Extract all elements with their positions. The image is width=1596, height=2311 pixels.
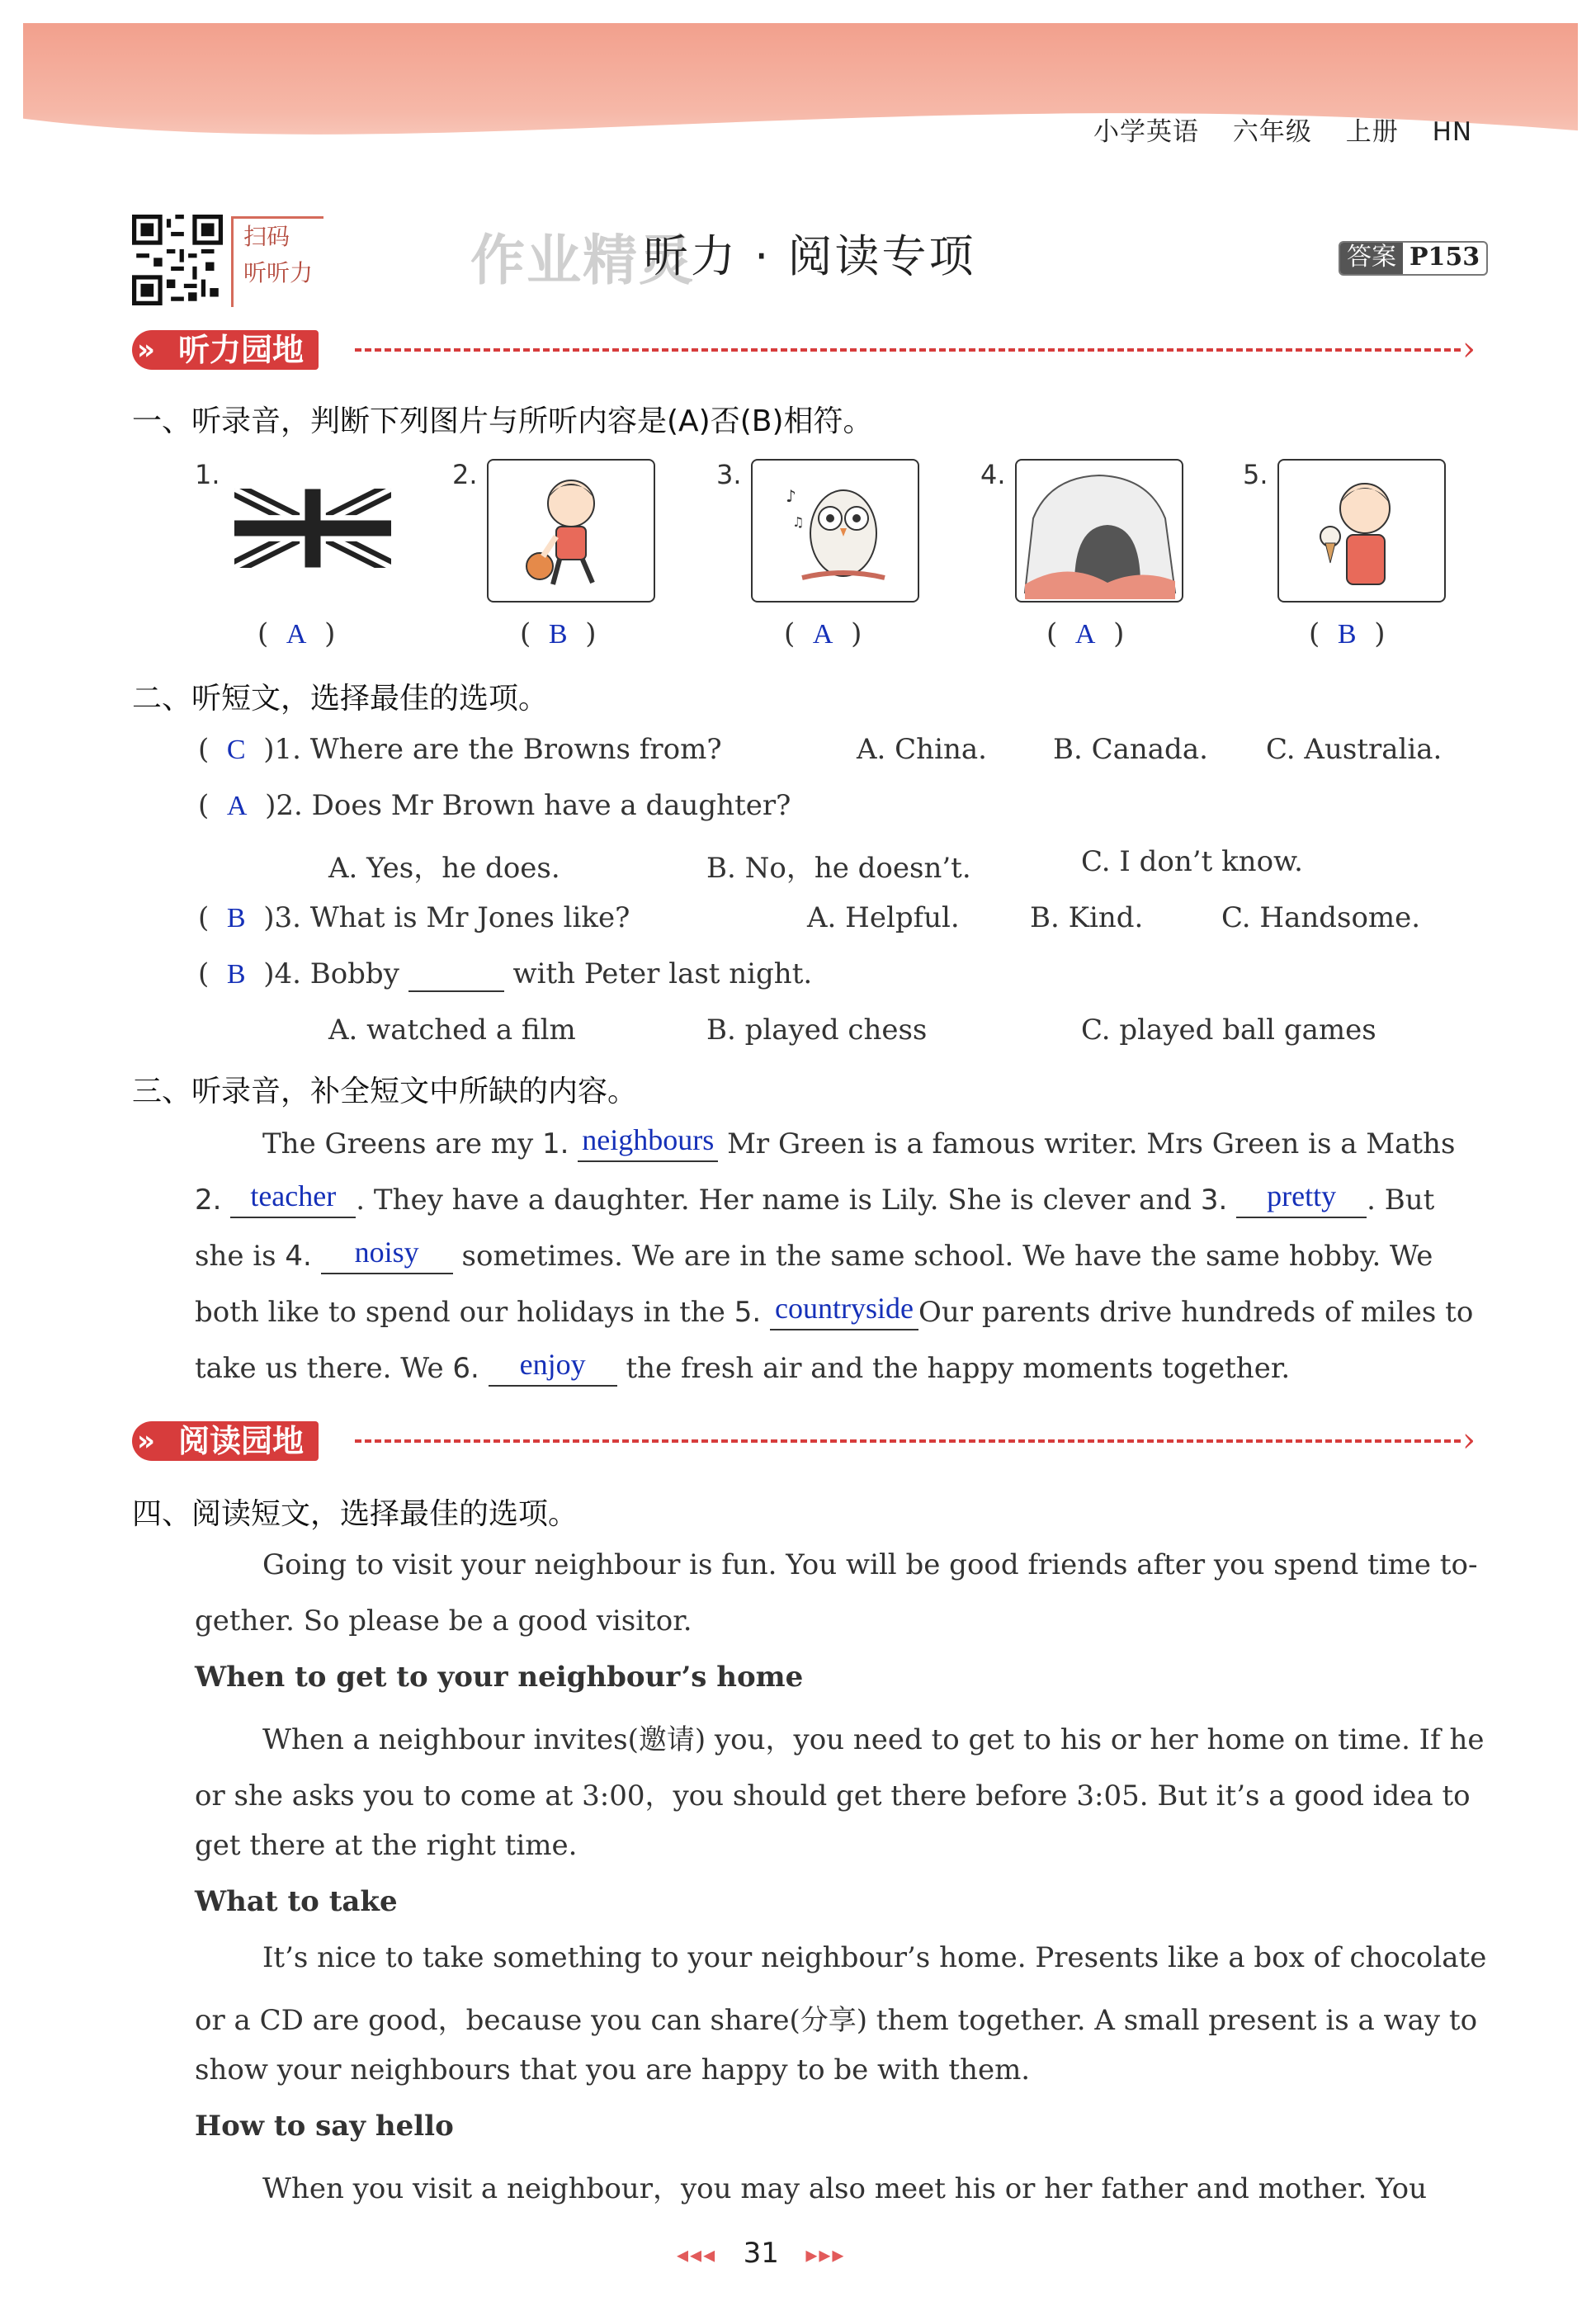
blank2-answer: teacher xyxy=(250,1179,337,1212)
pic3-answer-value: A xyxy=(812,619,833,650)
passage3-line-4 xyxy=(195,1294,1473,1330)
q4-text-a: )4. Bobby xyxy=(263,957,399,990)
blank2[interactable] xyxy=(230,1179,356,1218)
pic4-frame xyxy=(1015,459,1183,603)
dashed-divider xyxy=(355,348,1461,352)
reading-p3-line-3: show your neighbours that you are happy to be with them. xyxy=(195,2053,1031,2087)
cave-icon xyxy=(1017,461,1182,601)
q4-option-b: B. played chess xyxy=(706,1014,928,1047)
scan-label xyxy=(231,216,323,307)
svg-text:♫: ♫ xyxy=(792,514,805,530)
answer-page: P153 xyxy=(1409,243,1480,272)
q1-option-a: A. China. xyxy=(857,733,987,766)
q3-text: )3. What is Mr Jones like? xyxy=(263,901,630,934)
blank6-answer: enjoy xyxy=(519,1348,586,1381)
blank3-answer: pretty xyxy=(1267,1179,1337,1212)
pic2-answer: ( B ) xyxy=(520,617,597,650)
reading-banner-label xyxy=(132,1421,319,1461)
p3-text: . They have a daughter. Her name is Lily. She is clever and xyxy=(356,1184,1192,1217)
q3-option-a: A. Helpful. xyxy=(807,901,960,934)
p3-text: she is xyxy=(195,1240,276,1273)
pic3-frame xyxy=(751,459,919,603)
pic3-number: 3. xyxy=(716,459,742,490)
p3-text: take us there. We xyxy=(195,1352,444,1385)
qr-code-icon[interactable] xyxy=(132,215,223,305)
pic1-answer: ( A ) xyxy=(257,617,336,650)
blank6[interactable] xyxy=(489,1350,617,1387)
pic5-answer: ( B ) xyxy=(1309,617,1386,650)
page-footer xyxy=(677,2237,845,2270)
blank3[interactable] xyxy=(1236,1179,1367,1218)
reading-p3-line-1: It’s nice to take something to your neighbour’s home. Presents like a box of chocolate xyxy=(262,1941,1487,1974)
p3-text: . But xyxy=(1367,1184,1435,1217)
blank1-answer: neighbours xyxy=(582,1123,715,1156)
q3-stem: ( B )3. What is Mr Jones like? xyxy=(198,901,630,934)
pic3-answer: ( A ) xyxy=(784,617,862,650)
blank4-answer: noisy xyxy=(354,1236,419,1269)
pic4-answer: ( A ) xyxy=(1046,617,1125,650)
pic2-number: 2. xyxy=(452,459,478,490)
reading-p4-line-1: When you visit a neighbour，you may also meet his or her father and mother. You xyxy=(262,2172,1428,2205)
passage3-line-3 xyxy=(195,1238,1433,1274)
q4-option-c: C. played ball games xyxy=(1081,1014,1376,1047)
q2-option-c: C. I don’t know. xyxy=(1081,845,1303,878)
q1-option-c: C. Australia. xyxy=(1266,733,1443,766)
part4-heading: 四、阅读短文，选择最佳的选项。 xyxy=(132,1497,578,1531)
passage3-line-1 xyxy=(262,1123,1456,1162)
blank3-number: 3. xyxy=(1200,1184,1228,1217)
passage3-line-2 xyxy=(195,1179,1435,1218)
reading-heading-1: When to get to your neighbour’s home xyxy=(195,1661,804,1694)
passage3-line-5 xyxy=(195,1350,1290,1387)
listening-banner xyxy=(132,330,1482,370)
pic5-answer-value: B xyxy=(1337,619,1357,650)
subject-tag: 小学英语 xyxy=(1093,117,1199,147)
svg-text:♪: ♪ xyxy=(786,486,796,506)
grade-tag: 六年级 xyxy=(1232,117,1312,147)
q4-blank[interactable] xyxy=(408,957,504,992)
double-arrow-icon: » xyxy=(137,1425,155,1458)
reading-p1-line-2: gether. So please be a good visitor. xyxy=(195,1604,692,1638)
reading-banner xyxy=(132,1421,1482,1461)
q2-stem: ( A )2. Does Mr Brown have a daughter? xyxy=(198,789,791,822)
volume-tag: 上册 xyxy=(1345,117,1399,147)
q1-option-b: B. Canada. xyxy=(1053,733,1208,766)
q2-option-a: A. Yes，he does. xyxy=(328,852,560,885)
watermark: 作业精灵 xyxy=(470,229,695,292)
reading-heading-2: What to take xyxy=(195,1885,398,1918)
reading-p2-line-3: get there at the right time. xyxy=(195,1829,578,1862)
part1-heading: 一、听录音，判断下列图片与所听内容是(A)否(B)相符。 xyxy=(132,404,873,438)
q3-option-b: B. Kind. xyxy=(1030,901,1144,934)
pic2-frame xyxy=(487,459,655,603)
q2-answer: A xyxy=(226,791,248,821)
p3-text: both like to spend our holidays in the xyxy=(195,1296,725,1329)
double-arrow-icon: » xyxy=(137,333,155,366)
q4-answer: B xyxy=(226,959,246,990)
blank5[interactable] xyxy=(770,1294,918,1330)
pic1-answer-value: A xyxy=(286,619,307,650)
listening-banner-text: 听力园地 xyxy=(178,332,305,368)
reading-heading-3: How to say hello xyxy=(195,2110,454,2143)
blank4[interactable] xyxy=(321,1238,453,1274)
basketball-boy-icon xyxy=(489,461,654,601)
blank5-number: 5. xyxy=(734,1296,762,1329)
q4-stem: ( B )4. Bobby with Peter last night. xyxy=(198,957,813,990)
answer-label: 答案 xyxy=(1340,243,1403,274)
pic2-answer-value: B xyxy=(548,619,568,650)
blank5-answer: countryside xyxy=(775,1292,914,1325)
flag-icon xyxy=(234,489,391,568)
dashed-divider xyxy=(355,1439,1461,1443)
q2-option-b: B. No，he doesn’t. xyxy=(706,852,971,885)
q1-stem: ( C )1. Where are the Browns from? xyxy=(198,733,722,766)
reading-p2-line-2: or she asks you to come at 3:00，you should get there before 3:05. But it’s a good idea to xyxy=(195,1779,1471,1812)
blank1[interactable] xyxy=(578,1123,718,1162)
blank6-number: 6. xyxy=(452,1352,479,1385)
part2-heading: 二、听短文，选择最佳的选项。 xyxy=(132,682,549,716)
scan-label-line-1: 扫码 xyxy=(243,223,290,250)
pic5-number: 5. xyxy=(1243,459,1268,490)
p3-text: sometimes. We are in the same school. We have the same hobby. We xyxy=(461,1240,1433,1273)
next-arrows-icon: ▸▸▸ xyxy=(805,2241,846,2268)
p3-text: The Greens are my xyxy=(262,1127,534,1160)
reading-banner-text: 阅读园地 xyxy=(178,1423,305,1459)
pic4-answer-value: A xyxy=(1074,619,1096,650)
answer-reference xyxy=(1339,241,1488,276)
arrow-right-icon: › xyxy=(1462,1421,1476,1459)
p3-text: Mr Green is a famous writer. Mrs Green is a Maths xyxy=(727,1127,1456,1160)
p3-text: Our parents drive hundreds of miles to xyxy=(918,1296,1474,1329)
header-tags xyxy=(1093,111,1497,148)
p3-text: the fresh air and the happy moments together. xyxy=(626,1352,1291,1385)
prev-arrows-icon: ◂◂◂ xyxy=(677,2241,717,2268)
q1-answer: C xyxy=(226,735,246,765)
owl-icon xyxy=(753,461,918,601)
reading-p1-line-1: Going to visit your neighbour is fun. You will be good friends after you spend time to- xyxy=(262,1548,1478,1581)
q2-text: )2. Does Mr Brown have a daughter? xyxy=(265,789,791,822)
q3-answer: B xyxy=(226,903,246,933)
q3-option-c: C. Handsome. xyxy=(1221,901,1421,934)
q4-text-b: with Peter last night. xyxy=(512,957,813,990)
page-title: 听力 · 阅读专项 xyxy=(644,230,976,282)
listening-banner-label xyxy=(132,330,319,370)
q1-text: )1. Where are the Browns from? xyxy=(263,733,722,766)
arrow-right-icon: › xyxy=(1462,330,1476,368)
part3-heading: 三、听录音，补全短文中所缺的内容。 xyxy=(132,1075,638,1108)
reading-p2-line-1: When a neighbour invites(邀请) you，you need to get to his or her home on time. If he xyxy=(262,1723,1485,1756)
blank1-number: 1. xyxy=(542,1127,569,1160)
scan-label-line-2: 听听力 xyxy=(243,259,314,286)
q4-option-a: A. watched a film xyxy=(328,1014,576,1047)
blank2-number: 2. xyxy=(195,1184,222,1217)
pic1-number: 1. xyxy=(195,459,220,490)
blank4-number: 4. xyxy=(285,1240,312,1273)
reading-p3-line-2: or a CD are good，because you can share(分享) them together. A small present is a way to xyxy=(195,2004,1478,2037)
edition-tag: HN xyxy=(1432,117,1473,147)
page-number: 31 xyxy=(743,2237,779,2270)
icecream-boy-icon xyxy=(1279,461,1444,601)
pic4-number: 4. xyxy=(980,459,1006,490)
pic5-frame xyxy=(1277,459,1446,603)
